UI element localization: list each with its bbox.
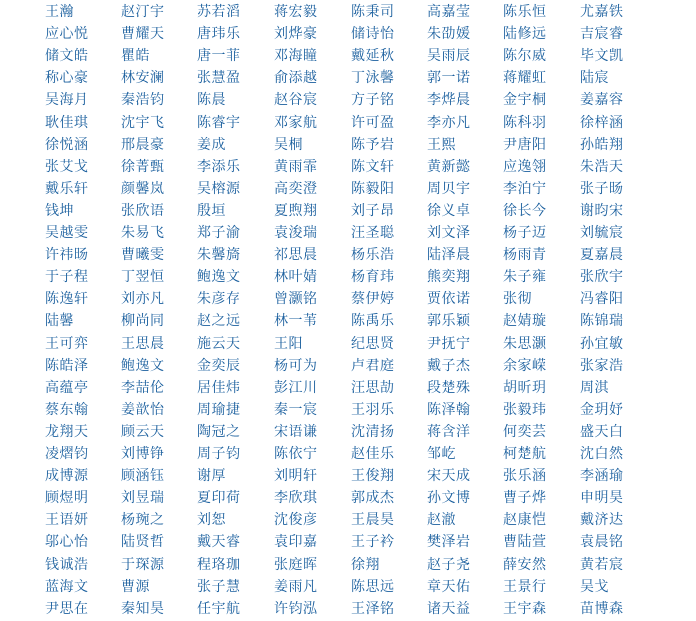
name-cell: 戴济达 [580,512,624,529]
name-cell: 张欣语 [121,202,165,219]
name-cell: 杨琬之 [121,512,165,529]
name-cell: 朱劭媛 [427,26,471,43]
name-cell: 柯楚航 [503,446,547,462]
name-cell: 蒋含洋 [427,423,471,440]
name-cell: 徐梓涵 [580,114,624,131]
name-cell: 蔡东翰 [45,401,89,418]
name-cell: 柳尚同 [121,313,165,330]
name-cell: 朱子雍 [503,269,547,286]
name-cell: 杨可为 [274,357,318,374]
name-cell: 黄新懿 [427,158,471,175]
name-cell: 程珞珈 [197,556,241,573]
name-cell: 刘博铮 [121,446,165,462]
name-cell: 祁思晨 [274,247,318,264]
name-cell: 秦浩钧 [121,92,165,109]
name-cell: 姜歆怡 [121,401,165,418]
name-cell: 蒋耀虹 [503,70,547,87]
name-cell: 钱诚浩 [45,556,89,573]
name-cell: 诸天益 [427,600,471,617]
name-cell: 居佳炜 [197,379,241,396]
name-cell: 张家浩 [580,357,624,374]
name-cell: 戴延秋 [351,48,395,65]
name-cell: 陈乐恒 [503,4,547,20]
name-cell: 丁泳馨 [351,70,395,87]
name-cell: 王羽乐 [351,401,395,418]
name-cell: 张欣宇 [580,269,624,286]
name-cell: 沈白然 [580,446,624,462]
name-cell: 王晨昊 [351,512,395,529]
name-cell: 刘恕 [197,512,226,529]
name-cell: 杨乐浩 [351,247,395,264]
name-cell: 周淇 [580,379,609,396]
name-cell: 薛安然 [503,556,547,573]
name-cell: 卢君庭 [351,357,395,374]
name-cell: 邬心怡 [45,534,89,551]
name-cell: 吴海月 [45,92,89,109]
name-cell: 赵婧璇 [503,313,547,330]
name-cell: 陈逸轩 [45,291,89,308]
name-cell: 黄若宸 [580,556,624,573]
name-cell: 陈秉司 [351,4,395,20]
name-cell: 李喆伦 [121,379,165,396]
name-cell: 宋天成 [427,468,471,485]
name-cell: 赵子尧 [427,556,471,573]
name-cell: 夏煦翔 [274,202,318,219]
name-cell: 郭成杰 [351,490,395,507]
name-cell: 应心悦 [45,26,89,43]
name-cell: 曾灏铭 [274,291,318,308]
name-cell: 李欣琪 [274,490,318,507]
name-cell: 袁印嘉 [274,534,318,551]
name-cell: 周子钧 [197,446,241,462]
name-cell: 邢晨豪 [121,136,165,153]
name-cell: 陈泽翰 [427,401,471,418]
name-cell: 凌熠钧 [45,446,89,462]
name-cell: 朱思灏 [503,335,547,352]
name-cell: 陈睿宇 [197,114,241,131]
name-cell: 陶冠之 [197,423,241,440]
name-cell: 郭乐颖 [427,313,471,330]
name-cell: 孙文博 [427,490,471,507]
name-cell: 刘文泽 [427,225,471,241]
name-cell: 朱易飞 [121,225,165,241]
name-cell: 余家嵘 [503,357,547,374]
name-cell: 王瀚 [45,4,74,20]
name-cell: 徐菁甄 [121,158,165,175]
name-cell: 瞿皓 [121,48,150,65]
name-cell: 陈锦瑞 [580,313,624,330]
name-cell: 周瑜捷 [197,401,241,418]
name-cell: 高嘉莹 [427,4,471,20]
name-cell: 任宇航 [197,600,241,617]
name-cell: 苗博森 [580,600,624,617]
name-cell: 谢昀宋 [580,202,624,219]
name-cell: 刘明轩 [274,468,318,485]
name-cell: 李涵瑜 [580,468,624,485]
name-cell: 郭一诺 [427,70,471,87]
name-cell: 杨雨青 [503,247,547,264]
name-cell: 许祎旸 [45,247,89,264]
name-cell: 邓海瞳 [274,48,318,65]
name-cell: 鲍逸文 [197,269,241,286]
name-cell: 王语妍 [45,512,89,529]
name-cell: 陈依宁 [274,446,318,462]
name-cell: 尹思在 [45,600,89,617]
name-cell: 朱浩天 [580,158,624,175]
name-cell: 姜成 [197,136,226,153]
name-cell: 丁翌恒 [121,269,165,286]
name-cell: 徐悦涵 [45,136,89,153]
name-cell: 林安澜 [121,70,165,87]
name-cell: 张子慧 [197,578,241,595]
name-cell: 尤嘉铁 [580,4,624,20]
name-cell: 盛天白 [580,423,624,440]
name-cell: 储文皓 [45,48,89,65]
name-cell: 纪思贤 [351,335,395,352]
name-cell: 赵佳乐 [351,446,395,462]
name-cell: 李泊宁 [503,180,547,197]
name-cell: 于琛源 [121,556,165,573]
name-cell: 陈科羽 [503,114,547,131]
name-cell: 刘亦凡 [121,291,165,308]
name-cell: 沈俊彦 [274,512,318,529]
name-cell: 朱馨旖 [197,247,241,264]
name-cell: 金玥妤 [580,401,624,418]
name-cell: 张毅玮 [503,401,547,418]
name-cell: 陈思远 [351,578,395,595]
name-cell: 胡昕玥 [503,379,547,396]
name-cell: 熊奕翔 [427,269,471,286]
name-cell: 徐翔 [351,556,380,573]
name-cell: 唐一菲 [197,48,241,65]
name-cell: 唐玮乐 [197,26,241,43]
name-cell: 张子旸 [580,180,624,197]
name-cell: 陈晨 [197,92,226,109]
name-cell: 尹抚宁 [427,335,471,352]
name-cell: 曹子烨 [503,490,547,507]
name-cell: 金宇桐 [503,92,547,109]
name-cell: 沈宇飞 [121,114,165,131]
name-cell: 赵谷宸 [274,92,318,109]
name-cell: 申明昊 [580,490,624,507]
name-cell: 邓家航 [274,114,318,131]
name-cell: 林叶婧 [274,269,318,286]
name-cell: 姜雨凡 [274,578,318,595]
name-cell: 金奕辰 [197,357,241,374]
name-cell: 戴乐轩 [45,180,89,197]
name-cell: 袁晨铭 [580,534,624,551]
name-cell: 吉宸睿 [580,26,624,43]
name-cell: 王俊翔 [351,468,395,485]
name-cell: 樊泽岩 [427,534,471,551]
name-cell: 顾煜明 [45,490,89,507]
name-cell: 赵之远 [197,313,241,330]
name-cell: 顾云天 [121,423,165,440]
name-cell: 张乐涵 [503,468,547,485]
name-cell: 陈尔威 [503,48,547,65]
name-cell: 姜嘉容 [580,92,624,109]
name-cell: 陆修远 [503,26,547,43]
name-cell: 赵汀宇 [121,4,165,20]
name-cell: 俞添越 [274,70,318,87]
name-cell: 周贝宇 [427,180,471,197]
name-cell: 施云天 [197,335,241,352]
name-cell: 钱坤 [45,202,74,219]
name-cell: 王泽铭 [351,600,395,617]
name-cell: 陈禹乐 [351,313,395,330]
name-cell: 李亦凡 [427,114,471,131]
name-cell: 刘子昂 [351,202,395,219]
name-cell: 沈清扬 [351,423,395,440]
name-cell: 秦知昊 [121,600,165,617]
name-cell: 杨育玮 [351,269,395,286]
name-cell: 孙皓翔 [580,136,624,153]
name-cell: 于子程 [45,269,89,286]
name-cell: 许可盈 [351,114,395,131]
name-cell: 刘烨豪 [274,26,318,43]
name-cell: 曹陆萱 [503,534,547,551]
name-cell: 秦一宸 [274,401,318,418]
name-cell: 李添乐 [197,158,241,175]
name-cell: 王思晨 [121,335,165,352]
name-cell: 应逸翎 [503,158,547,175]
name-cell: 张彻 [503,291,532,308]
name-cell: 夏嘉晨 [580,247,624,264]
name-cell: 陆宸 [580,70,609,87]
name-cell: 戴天睿 [197,534,241,551]
name-cell: 高蕴亭 [45,379,89,396]
name-cell: 成博源 [45,468,89,485]
name-cell: 陈文轩 [351,158,395,175]
name-cell: 谢厚 [197,468,226,485]
name-cell: 陆贤哲 [121,534,165,551]
name-cell: 称心豪 [45,70,89,87]
name-cell: 张庭晖 [274,556,318,573]
name-cell: 吴桐 [274,136,303,153]
name-cell: 陆馨 [45,313,74,330]
name-cell: 蒋宏毅 [274,4,318,20]
name-cell: 鲍逸文 [121,357,165,374]
name-cell: 黄雨霏 [274,158,318,175]
name-cell: 赵澈 [427,512,456,529]
name-cell: 吴榕源 [197,180,241,197]
name-cell: 袁浚瑞 [274,225,318,241]
name-cell: 蔡伊婷 [351,291,395,308]
name-cell: 贾依诺 [427,291,471,308]
name-cell: 何奕芸 [503,423,547,440]
name-cell: 耿佳琪 [45,114,89,131]
name-cell: 邹屹 [427,446,456,462]
name-cell: 冯睿阳 [580,291,624,308]
name-cell: 王可弈 [45,335,89,352]
name-cell: 汪圣聪 [351,225,395,241]
name-cell: 夏印荷 [197,490,241,507]
name-cell: 毕文凯 [580,48,624,65]
name-cell: 孙宜敏 [580,335,624,352]
name-cell: 徐长今 [503,202,547,219]
name-cell: 赵康恺 [503,512,547,529]
name-cell: 杨子迈 [503,225,547,241]
name-cell: 吴戈 [580,578,609,595]
name-cell: 张艾戈 [45,158,89,175]
name-cell: 曹源 [121,578,150,595]
name-cell: 宋语谦 [274,423,318,440]
name-cell: 王子衿 [351,534,395,551]
name-cell: 王宇森 [503,600,547,617]
name-cell: 陆泽晨 [427,247,471,264]
name-cell: 李烨晨 [427,92,471,109]
name-cell: 彭江川 [274,379,318,396]
name-cell: 张慧盈 [197,70,241,87]
name-cell: 林一苇 [274,313,318,330]
name-cell: 王熙 [427,136,456,153]
name-cell: 吴越雯 [45,225,89,241]
name-cell: 王阳 [274,335,303,352]
name-cell: 郑子渝 [197,225,241,241]
name-cell: 曹耀天 [121,26,165,43]
name-cell: 刘毓宸 [580,225,624,241]
name-cell: 高奕澄 [274,180,318,197]
name-cell: 陈毅阳 [351,180,395,197]
name-cell: 蓝海文 [45,578,89,595]
name-cell: 徐义卓 [427,202,471,219]
name-cell: 许钧泓 [274,600,318,617]
name-cell: 章天佑 [427,578,471,595]
name-cell: 陈予岩 [351,136,395,153]
name-cell: 王景行 [503,578,547,595]
name-cell: 吴雨辰 [427,48,471,65]
name-cell: 陈皓泽 [45,357,89,374]
name-cell: 顾涵钰 [121,468,165,485]
name-cell: 段楚殊 [427,379,471,396]
name-cell: 刘昱瑞 [121,490,165,507]
name-cell: 储诗怡 [351,26,395,43]
name-cell: 曹曦雯 [121,247,165,264]
name-cell: 方子铭 [351,92,395,109]
name-cell: 戴子杰 [427,357,471,374]
name-cell: 汪思劼 [351,379,395,396]
name-cell: 苏若滔 [197,4,241,20]
name-cell: 尹唐阳 [503,136,547,153]
name-cell: 殷垣 [197,202,226,219]
name-cell: 颜馨岚 [121,180,165,197]
name-cell: 龙翔天 [45,423,89,440]
name-cell: 朱彦存 [197,291,241,308]
